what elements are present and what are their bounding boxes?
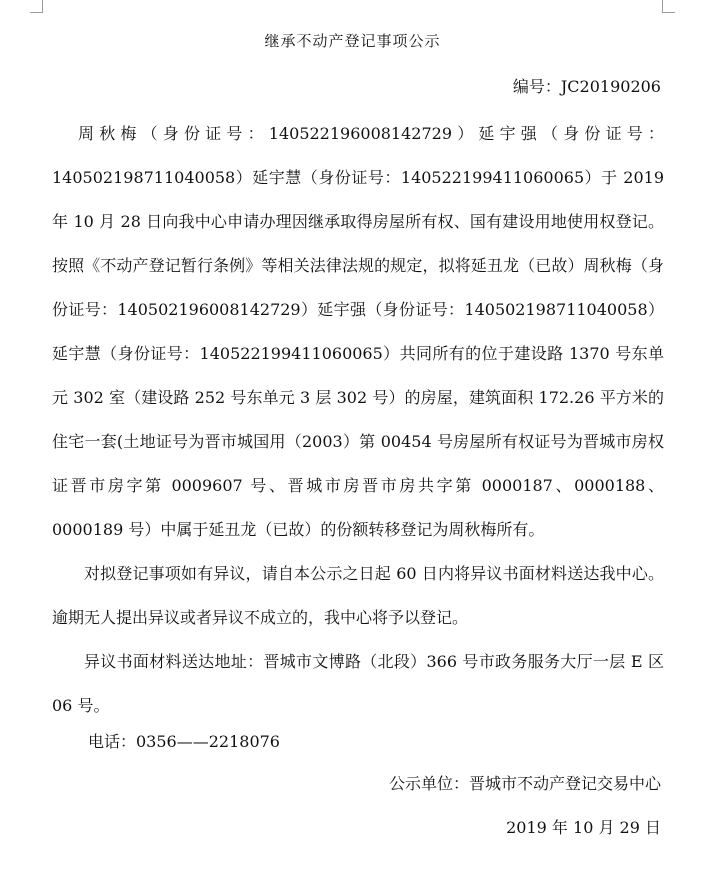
document-body: [52, 112, 664, 728]
contact-phone: 电话：0356——2218076: [88, 732, 280, 751]
paragraph-main: 周秋梅（身份证号：140522196008142729）延宇强（身份证号：140502198711040058）延宇慧（身份证号：140522199411060065）于 2019 年 10 月 28 日向我中心申请办理因继承取得房屋所有权、国有建设用地使用权登记。按照《不动产登记暂行条例》等相关法律法规的规定，拟将延丑龙（已故）周秋梅（身份证号：140502196008142729）延宇强（身份证号：140502198711040058）延宇慧（身份证号：140522199411060065）共同所有的位于建设路 1370 号东单元 302 室（建设路 252 号东单元 3 层 302 号）的房屋，建筑面积 172.26 平方米的住宅一套(土地证号为晋市城国用（2003）第 00454 号房屋所有权证号为晋城市房权证晋市房字第 0009607 号、晋城市房晋市房共字第 0000187、0000188、0000189 号）中属于延丑龙（已故）的份额转移登记为周秋梅所有。: [52, 124, 664, 539]
document-number: 编号：JC20190206: [512, 77, 661, 96]
document-title: 继承不动产登记事项公示: [264, 32, 441, 50]
page-corner-mark-left: [30, 0, 43, 13]
page-corner-mark-right: [662, 0, 675, 13]
paragraph-objection: 对拟登记事项如有异议，请自本公示之日起 60 日内将异议书面材料送达我中心。逾期无人提出异议或者异议不成立的，我中心将予以登记。: [52, 564, 664, 627]
issuer: 公示单位：晋城市不动产登记交易中心: [388, 774, 661, 793]
issue-date: 2019 年 10 月 29 日: [506, 818, 661, 837]
paragraph-address: 异议书面材料送达地址：晋城市文博路（北段）366 号市政务服务大厅一层 E 区 06 号。: [52, 652, 664, 715]
